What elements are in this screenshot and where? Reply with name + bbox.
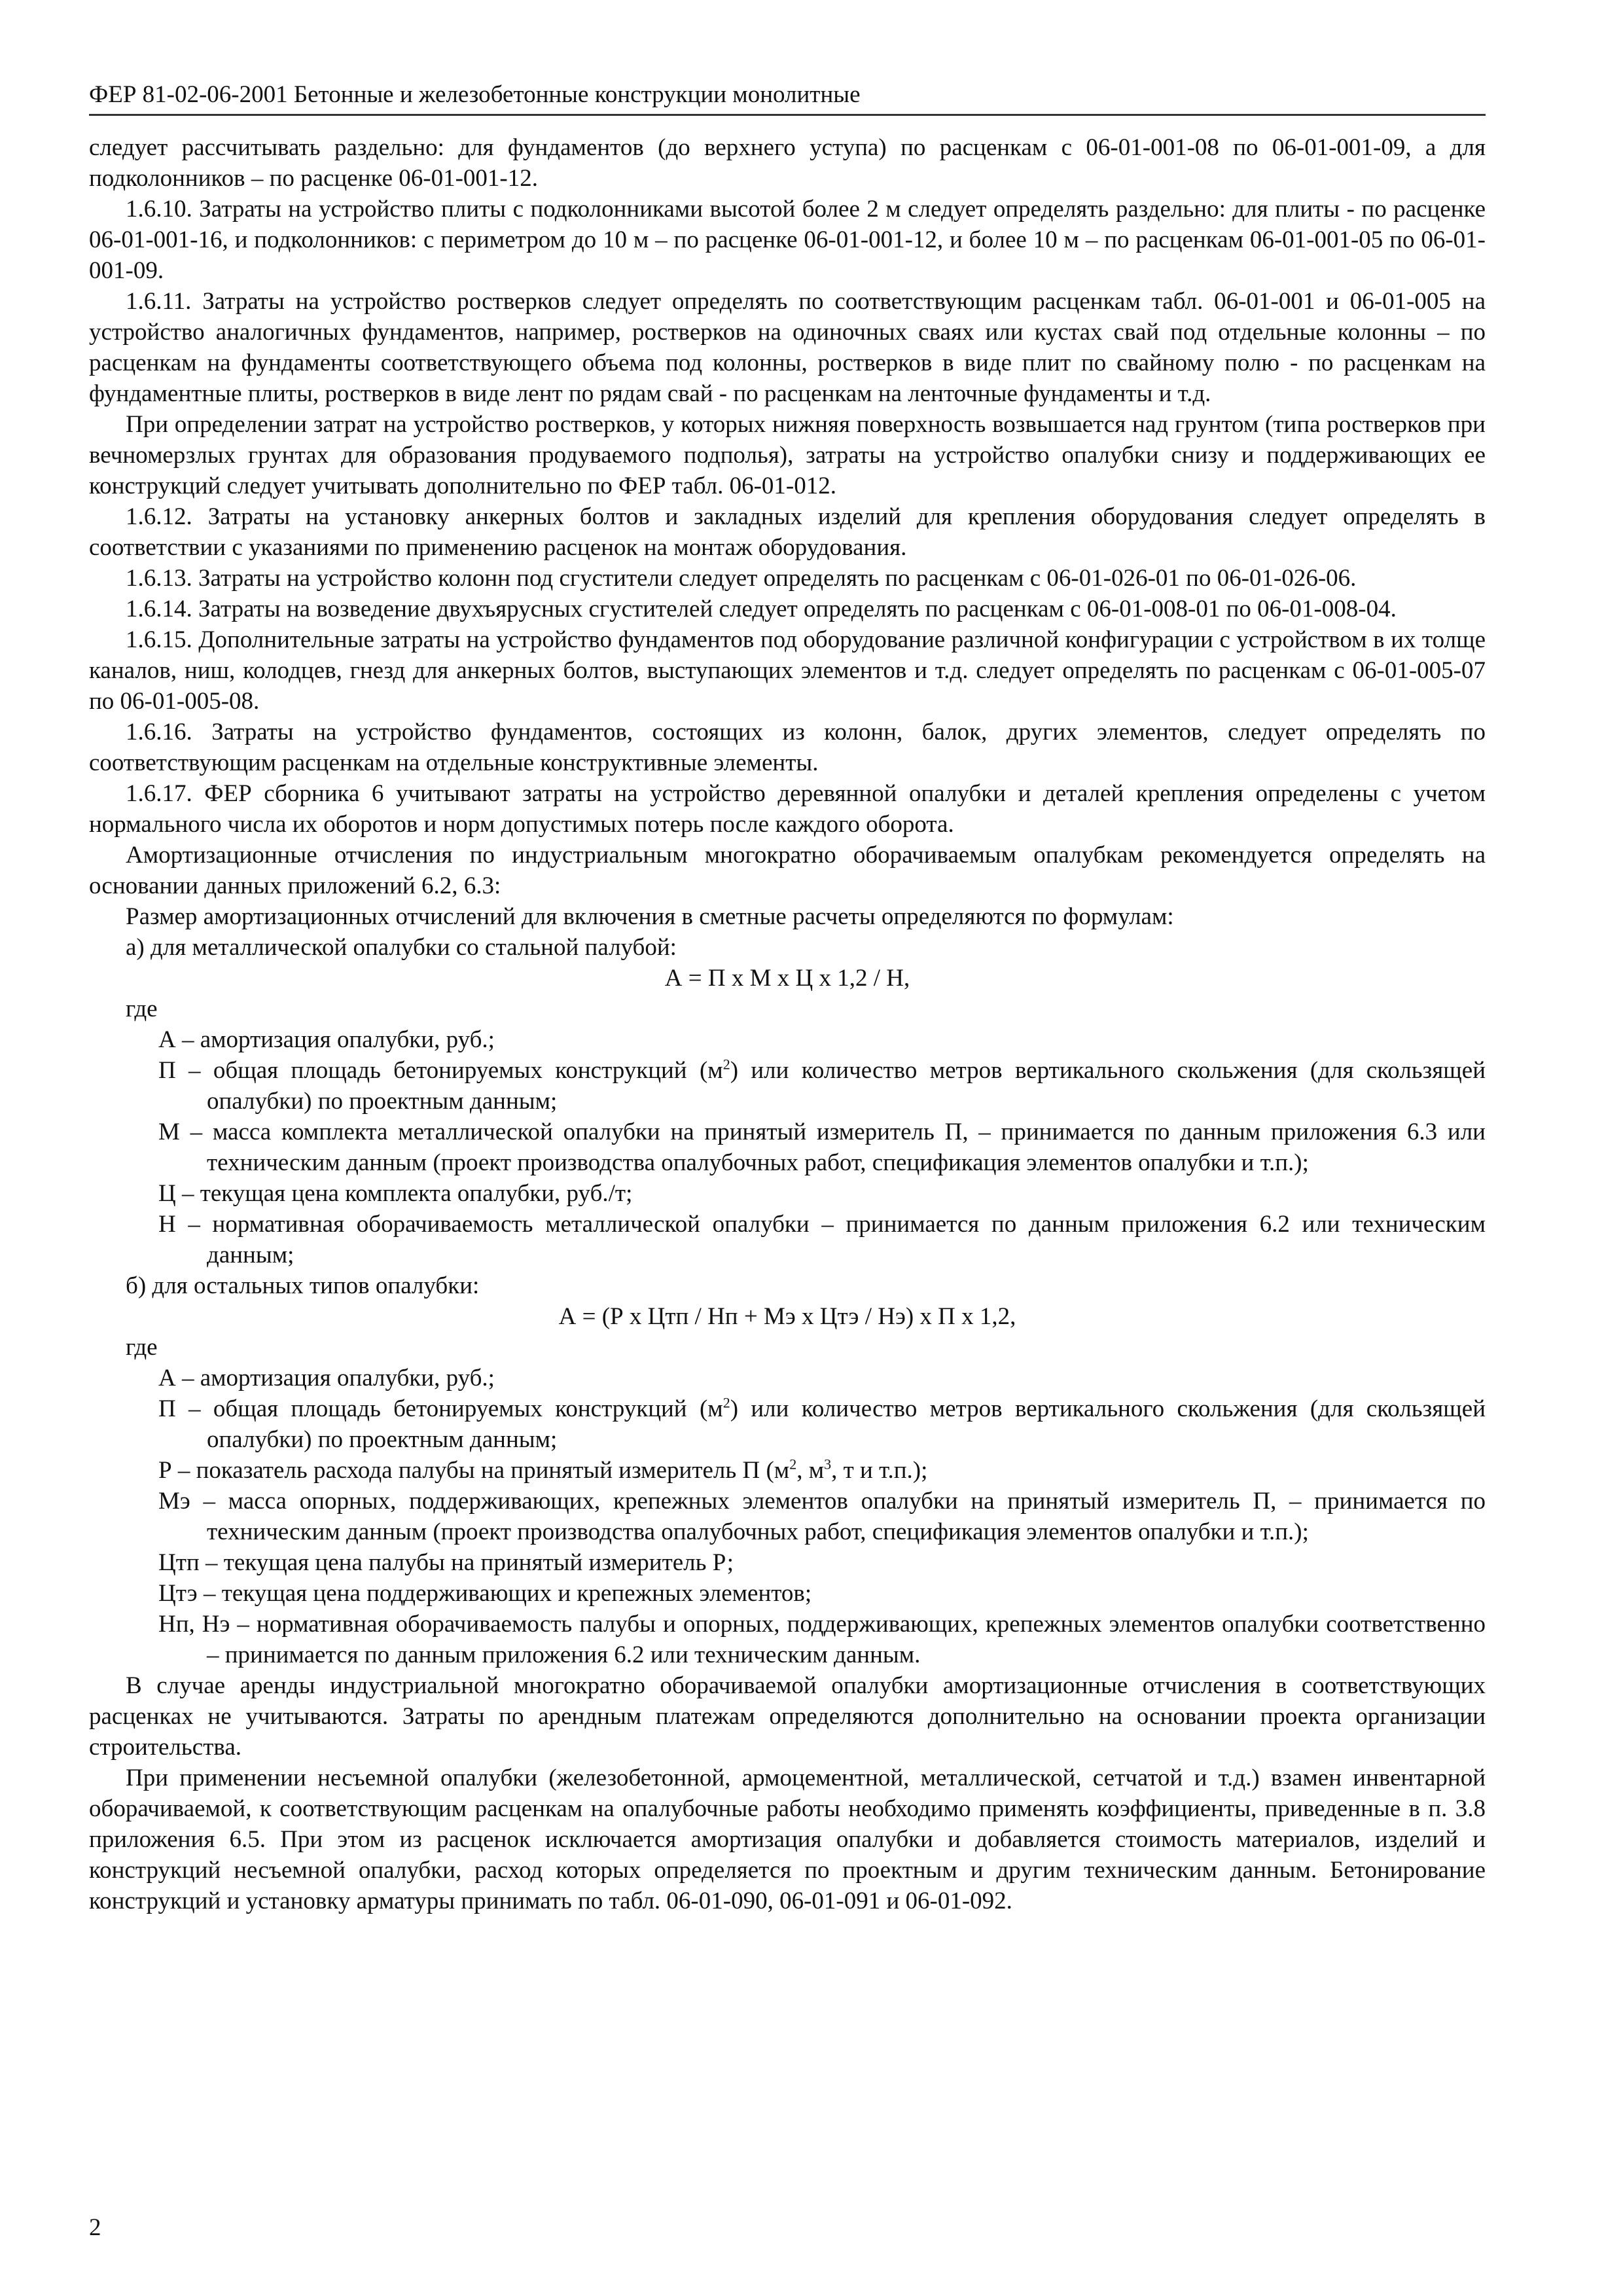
paragraph-1-6-10: 1.6.10. Затраты на устройство плиты с подколонниками высотой более 2 м следует определять раздельно: для плиты - по расценке 06-01-001-16, и подколонников: с периметром до 10 м – по расценке 06-01-001-12, и более 10 м – по расценкам 06-01-001-05 по 06-01-001-09. (89, 196, 1486, 284)
superscript: 3 (824, 1456, 832, 1473)
superscript: 2 (789, 1456, 797, 1473)
paragraph-1-6-17: 1.6.17. ФЕР сборника 6 учитывают затраты на устройство деревянной опалубки и деталей крепления определены с учетом нормального числа их оборотов и норм допустимых потерь после каждого оборота. (89, 780, 1486, 838)
definition-b-elements-mass: Мэ – масса опорных, поддерживающих, крепежных элементов опалубки на принятый измеритель П, – принимается по техническим данным (проект производства опалубочных работ, спецификация элементов опалубки и т.п.); (158, 1488, 1486, 1545)
paragraph-other-formwork: б) для остальных типов опалубки: (126, 1272, 480, 1299)
paragraph-permanent-formwork: При применении несъемной опалубки (железобетонной, армоцементной, металлической, сетчатой и т.д.) взамен инвентарной оборачиваемой, к соответствующим расценкам на опалубочные работы необходимо применять коэффициенты, приведенные в п. 3.8 приложения 6.5. При этом из расценок исключается амортизация опалубки и добавляется стоимость материалов, изделий и конструкций несъемной опалубки, расход которых определяется по проектным и другим техническим данным. Бетонирование конструкций и установку арматуры принимать по табл. 06-01-090, 06-01-091 и 06-01-092. (89, 1765, 1486, 1914)
formula-a: А = П х М х Ц х 1,2 / Н, (664, 965, 910, 992)
definition-b-deck-price: Цтп – текущая цена палубы на принятый измеритель Р; (158, 1549, 734, 1576)
paragraph-1-6-11: 1.6.11. Затраты на устройство ростверков следует определять по соответствующим расценкам табл. 06-01-001 и 06-01-005 на устройство аналогичных фундаментов, например, ростверков на одиночных сваях или кустах свай под отдельные колонны – по расценкам на фундаменты соответствующего объема под колонны, ростверков в виде плит по свайному полю - по расценкам на фундаментные плиты, ростверков в виде лент по рядам свай - по расценкам на ленточные фундаменты и т.д. (89, 288, 1486, 407)
def-text: , т и т.п.); (831, 1457, 928, 1484)
document-page (89, 71, 1486, 2244)
superscript: 2 (722, 1056, 730, 1073)
paragraph-formulas-intro: Размер амортизационных отчислений для включения в сметные расчеты определяются по формулам: (126, 903, 1174, 930)
paragraph-continuation: следует рассчитывать раздельно: для фундаментов (до верхнего уступа) по расценкам с 06-01-001-08 по 06-01-001-09, а для подколонников – по расценке 06-01-001-12. (89, 134, 1486, 192)
def-text: ) или количество метров вертикального скольжения (для скользящей опалубки) по проектным данным; (207, 1395, 1486, 1453)
paragraph-rostverki: При определении затрат на устройство ростверков, у которых нижняя поверхность возвышается над грунтом (типа ростверков при вечномерзлых грунтах для образования продуваемого подполья), затраты на устройство опалубки снизу и поддерживающих ее конструкций следует учитывать дополнительно по ФЕР табл. 06-01-012. (89, 411, 1486, 499)
def-text: П – общая площадь бетонируемых конструкций (м (158, 1395, 723, 1422)
def-text: Р – показатель расхода палубы на принятый измеритель П (м (158, 1457, 790, 1484)
definition-a-mass: М – масса комплекта металлической опалубки на принятый измеритель П, – принимается по данным приложения 6.3 или техническим данным (проект производства опалубочных работ, спецификация элементов опалубки и т.п.); (158, 1119, 1486, 1176)
definition-b-area (89, 1393, 1486, 1455)
definition-b-amortization: А – амортизация опалубки, руб.; (158, 1365, 495, 1391)
formula-b: А = (Р х Цтп / Нп + Мэ х Цтэ / Нэ) х П х 1,2, (558, 1303, 1016, 1330)
definition-a-area (89, 1055, 1486, 1117)
definition-b-elements-price: Цтэ – текущая цена поддерживающих и крепежных элементов; (158, 1580, 812, 1607)
definition-b-deck-consumption (89, 1455, 1486, 1486)
paragraph-1-6-13: 1.6.13. Затраты на устройство колонн под сгустители следует определять по расценкам с 06-01-026-01 по 06-01-026-06. (126, 565, 1357, 592)
superscript: 2 (722, 1394, 730, 1411)
paragraph-amortization: Амортизационные отчисления по индустриальным многократно оборачиваемым опалубкам рекомендуется определять на основании данных приложений 6.2, 6.3: (89, 842, 1486, 899)
def-text: , м (796, 1457, 825, 1484)
running-header: ФЕР 81-02-06-2001 Бетонные и железобетонные конструкции монолитные (89, 79, 1486, 116)
definition-a-amortization: А – амортизация опалубки, руб.; (158, 1026, 495, 1053)
def-text: П – общая площадь бетонируемых конструкций (м (158, 1057, 723, 1084)
page-number: 2 (89, 2214, 101, 2241)
where-label-b: где (126, 1334, 158, 1361)
where-label-a: где (126, 996, 158, 1022)
document-body (89, 132, 1486, 1916)
paragraph-1-6-14: 1.6.14. Затраты на возведение двухъярусных сгустителей следует определять по расценкам с 06-01-008-01 по 06-01-008-04. (126, 596, 1397, 622)
definition-a-turnover: Н – нормативная оборачиваемость металлической опалубки – принимается по данным приложения 6.2 или техническим данным; (158, 1211, 1486, 1268)
paragraph-1-6-16: 1.6.16. Затраты на устройство фундаментов, состоящих из колонн, балок, других элементов, следует определять по соответствующим расценкам на отдельные конструктивные элементы. (89, 719, 1486, 776)
paragraph-1-6-15: 1.6.15. Дополнительные затраты на устройство фундаментов под оборудование различной конфигурации с устройством в их толще каналов, ниш, колодцев, гнезд для анкерных болтов, выступающих элементов и т.д. следует определять по расценкам с 06-01-005-07 по 06-01-005-08. (89, 626, 1486, 715)
paragraph-rental: В случае аренды индустриальной многократно оборачиваемой опалубки амортизационные отчисления в соответствующих расценках не учитываются. Затраты по арендным платежам определяются дополнительно на основании проекта организации строительства. (89, 1672, 1486, 1761)
paragraph-1-6-12: 1.6.12. Затраты на установку анкерных болтов и закладных изделий для крепления оборудования следует определять в соответствии с указаниями по применению расценок на монтаж оборудования. (89, 503, 1486, 561)
definition-a-price: Ц – текущая цена комплекта опалубки, руб./т; (158, 1180, 633, 1207)
def-text: ) или количество метров вертикального скольжения (для скользящей опалубки) по проектным данным; (207, 1057, 1486, 1115)
paragraph-metal-formwork: а) для металлической опалубки со стальной палубой: (126, 934, 677, 961)
definition-b-turnover: Нп, Нэ – нормативная оборачиваемость палубы и опорных, поддерживающих, крепежных элементов опалубки соответственно – принимается по данным приложения 6.2 или техническим данным. (158, 1611, 1486, 1668)
